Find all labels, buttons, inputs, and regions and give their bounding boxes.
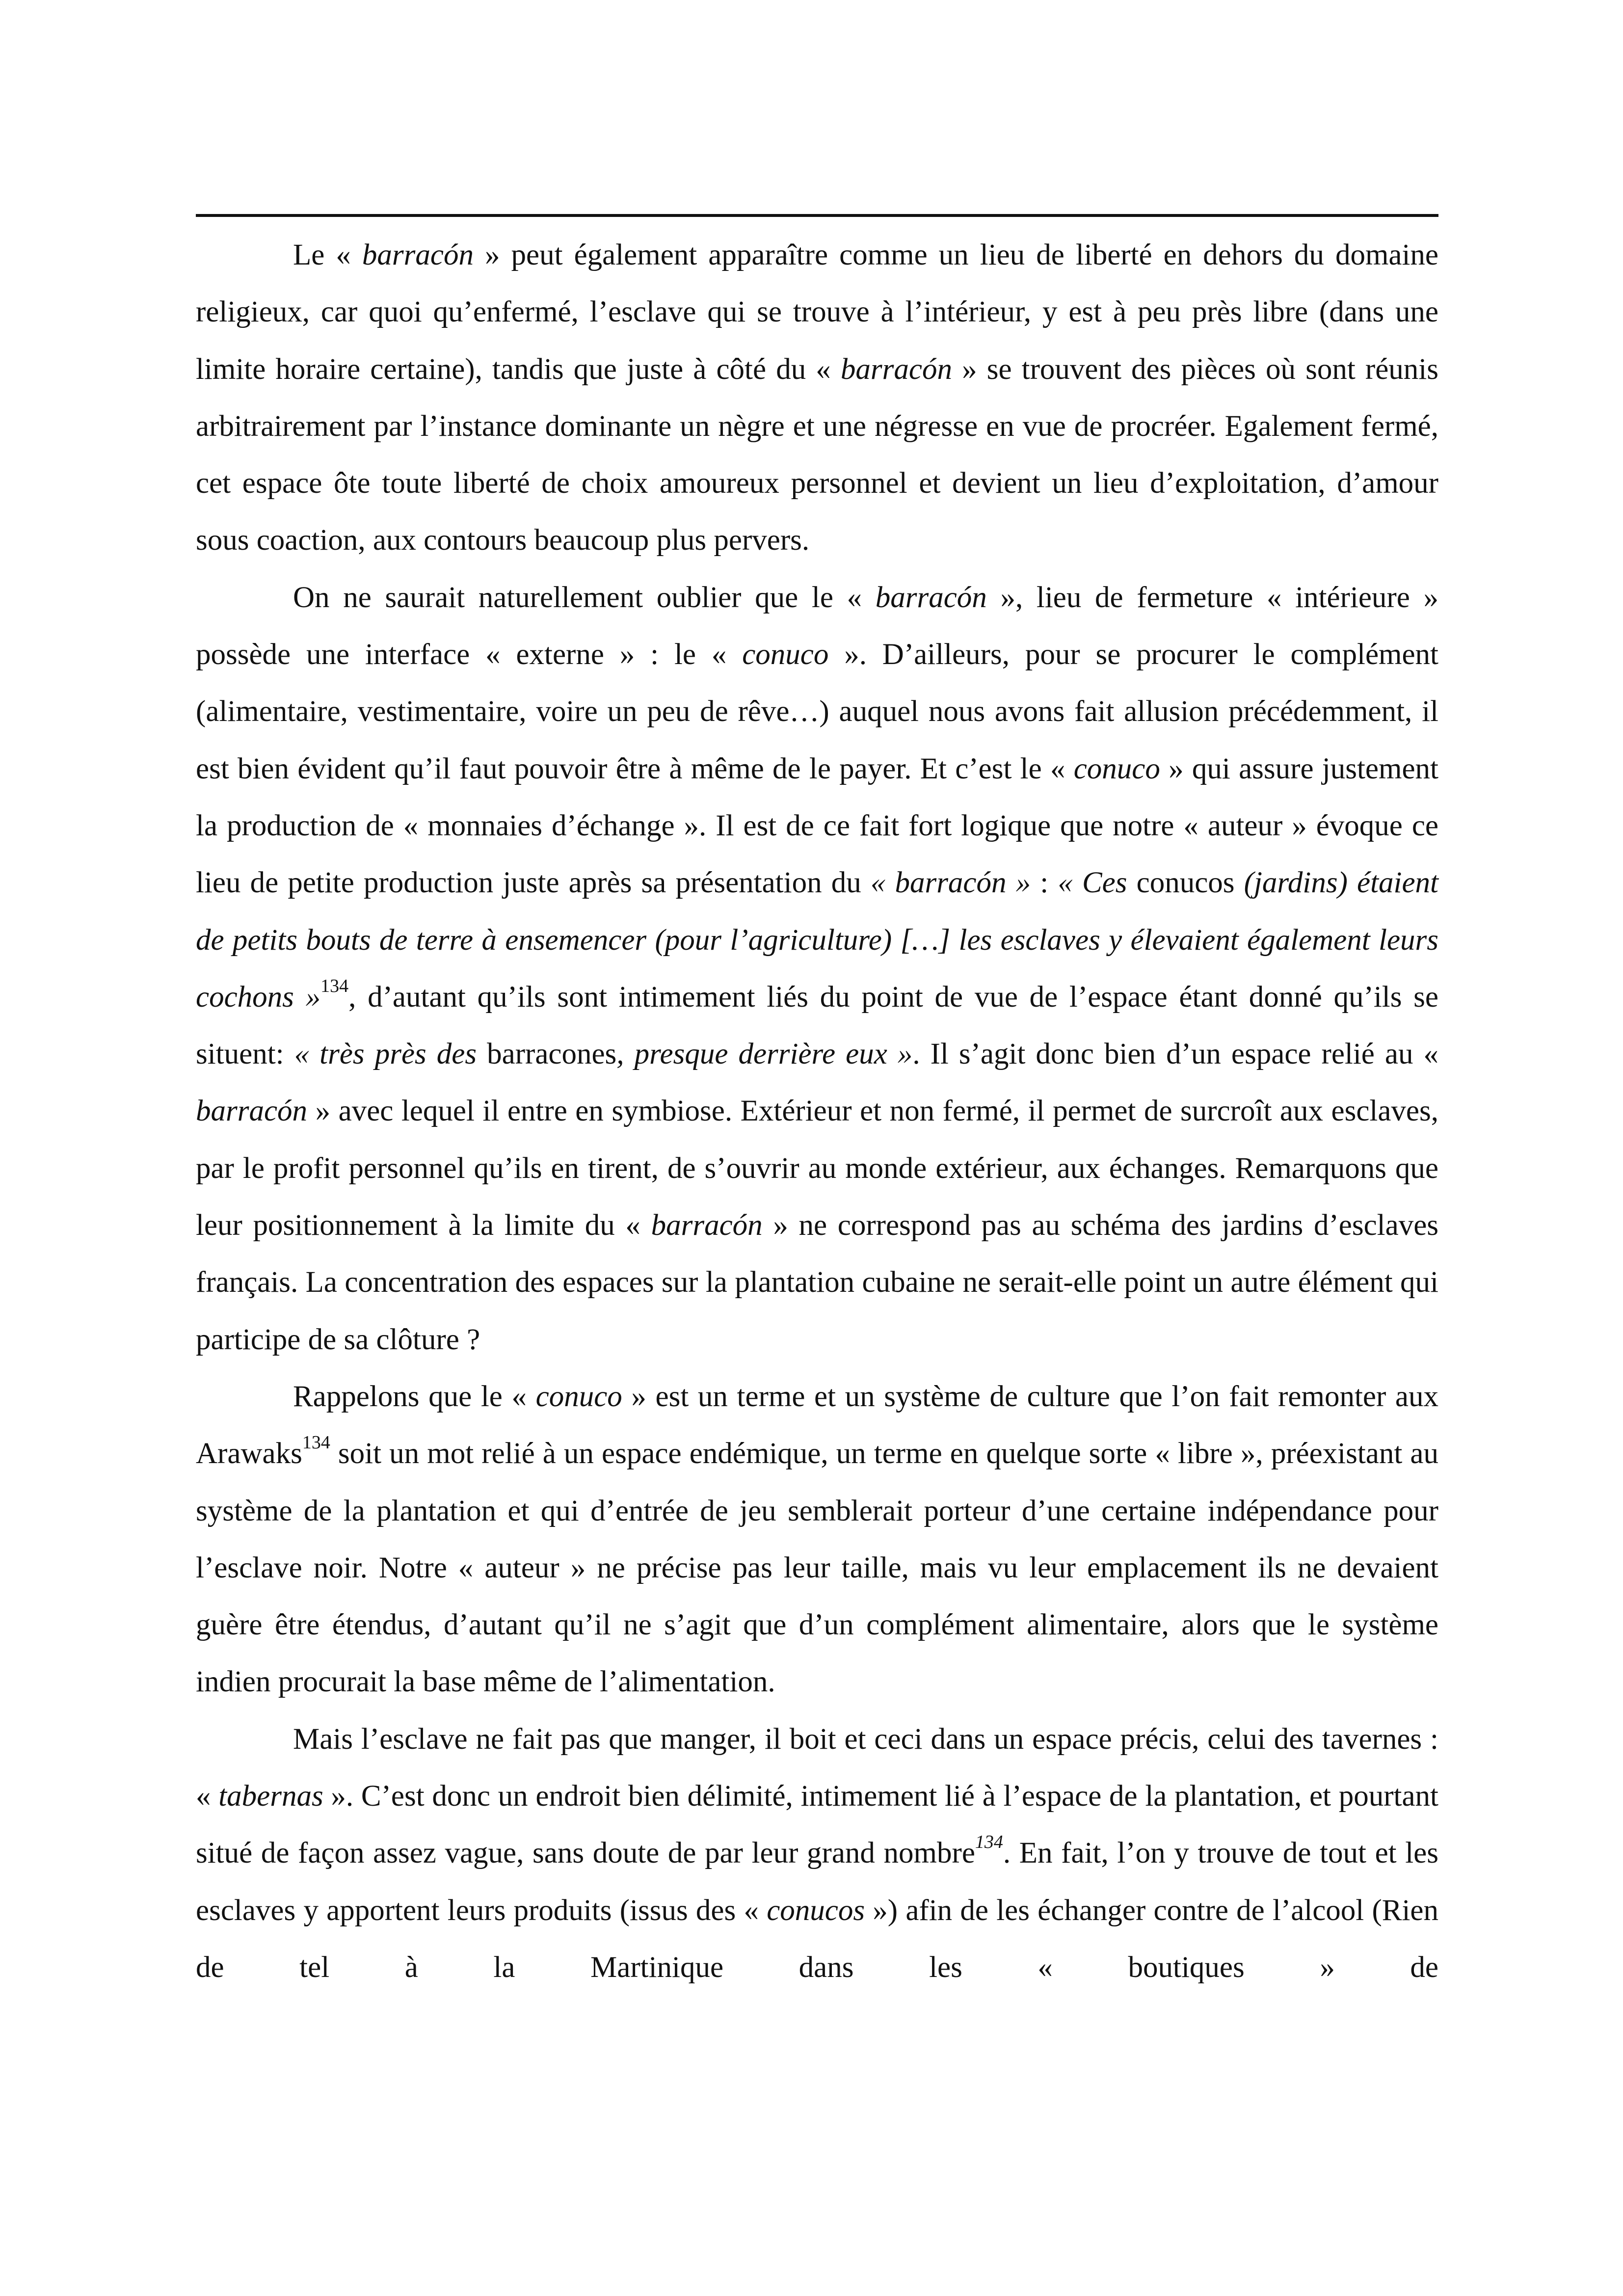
- italic-text: barracón: [362, 239, 474, 271]
- text-run: Le «: [293, 239, 362, 271]
- text-run: » avec lequel il entre en symbiose. Extérieur et non fermé, il permet de surcroît aux esclaves, par le profit personnel qu’ils en tirent, de s’ouvrir au monde extérieur, aux échanges. Remarquons que leur positionnement à la limite du «: [196, 1095, 1438, 1242]
- text-run: soit un mot relié à un espace endémique, un terme en quelque sorte « libre », préexistant au système de la plantation et qui d’entrée de jeu semblerait porteur d’une certaine indépendance pour l’esclave noir. Notre « auteur » ne précise pas leur taille, mais vu leur emplacement ils ne devaient guère être étendus, d’autant qu’il ne s’agit que d’un complément alimentaire, alors que le système indien procurait la base même de l’alimentation.: [196, 1437, 1438, 1699]
- text-run: ». D’ailleurs, pour se procurer le complément (alimentaire, vestimentaire, voire un peu de rêve…) auquel nous avons fait allusion précédemment, il est bien évident qu’il faut pouvoir être à même de le payer. Et c’est le «: [196, 638, 1438, 785]
- italic-text: barracón: [651, 1209, 763, 1242]
- text-run: » qui assure justement la production de « monnaies d’échange ». Il est de ce fait fort logique que notre « auteur » évoque ce lieu de petite production juste après sa présentation du: [196, 752, 1438, 900]
- italic-text: tabernas: [218, 1780, 323, 1813]
- text-run: On ne saurait naturellement oublier que le «: [293, 581, 876, 614]
- text-run: ». C’est donc un endroit bien délimité, intimement lié à l’espace de la plantation, et pourtant situé de façon assez vague, sans doute de par leur grand nombre: [196, 1780, 1438, 1870]
- text-run: , d’autant qu’ils sont intimement liés du point de vue de l’espace étant donné qu’ils se situent:: [196, 980, 1438, 1071]
- italic-text: « barracón »: [870, 866, 1040, 900]
- text-run: . Il s’agit donc bien d’un espace relié au «: [912, 1038, 1438, 1071]
- italic-text: (jardins) étaient de petits bouts de terre à ensemencer (pour l’agriculture) […] les esclaves y élevaient également leurs cochons »: [196, 866, 1439, 1014]
- italic-text: barracón: [875, 581, 987, 614]
- paragraph: [196, 569, 1438, 1368]
- text-run: Mais l’esclave ne fait pas que manger, il boit et ceci dans un espace précis, celui des tavernes : «: [196, 1722, 1438, 1813]
- text-run: ») afin de les échanger contre de l’alcool (Rien de tel à la Martinique dans les « boutiques » de: [196, 1894, 1438, 1984]
- text-run: » ne correspond pas au schéma des jardins d’esclaves français. La concentration des espaces sur la plantation cubaine ne serait-elle point un autre élément qui participe de sa clôture ?: [196, 1209, 1439, 1356]
- footnote-ref: 134: [302, 1432, 330, 1453]
- document-page: [196, 0, 1438, 2296]
- italic-text: « très près des: [294, 1038, 487, 1071]
- text-run: Rappelons que le «: [293, 1380, 536, 1413]
- text-run: :: [1040, 866, 1058, 900]
- text-run: . En fait, l’on y trouve de tout et les esclaves y apportent leurs produits (issus des «: [196, 1837, 1438, 1927]
- italic-text: conuco: [1073, 752, 1160, 785]
- paragraph: [196, 1711, 1438, 1996]
- text-run: » se trouvent des pièces où sont réunis arbitrairement par l’instance dominante un nègre et une négresse en vue de procréer. Egalement fermé, cet espace ôte toute liberté de choix amoureux personnel et devient un lieu d’exploitation, d’amour sous coaction, aux contours beaucoup plus pervers.: [196, 352, 1438, 557]
- text-run: conucos: [1136, 866, 1235, 900]
- text-run: » est un terme et un système de culture que l’on fait remonter aux Arawaks: [196, 1380, 1438, 1470]
- italic-text: conuco: [535, 1380, 622, 1413]
- italic-text: « Ces: [1058, 866, 1137, 900]
- body-text: [196, 227, 1438, 1996]
- header-rule: [196, 214, 1438, 217]
- footnote-ref: 134: [975, 1832, 1003, 1853]
- text-run: », lieu de fermeture « intérieure » possède une interface « externe » : le «: [196, 581, 1438, 671]
- italic-text: barracón: [840, 352, 952, 386]
- paragraph: [196, 227, 1438, 569]
- italic-text: barracón: [196, 1095, 308, 1128]
- paragraph: [196, 1368, 1438, 1711]
- italic-text: conuco: [742, 638, 829, 671]
- italic-text: , presque derrière eux »: [616, 1038, 913, 1071]
- text-run: barracones: [487, 1038, 617, 1071]
- text-run: » peut également apparaître comme un lieu de liberté en dehors du domaine religieux, car quoi qu’enfermé, l’esclave qui se trouve à l’intérieur, y est à peu près libre (dans une limite horaire certaine), tandis que juste à côté du «: [196, 239, 1438, 386]
- footnote-ref: 134: [320, 975, 349, 996]
- italic-text: conucos: [767, 1894, 865, 1927]
